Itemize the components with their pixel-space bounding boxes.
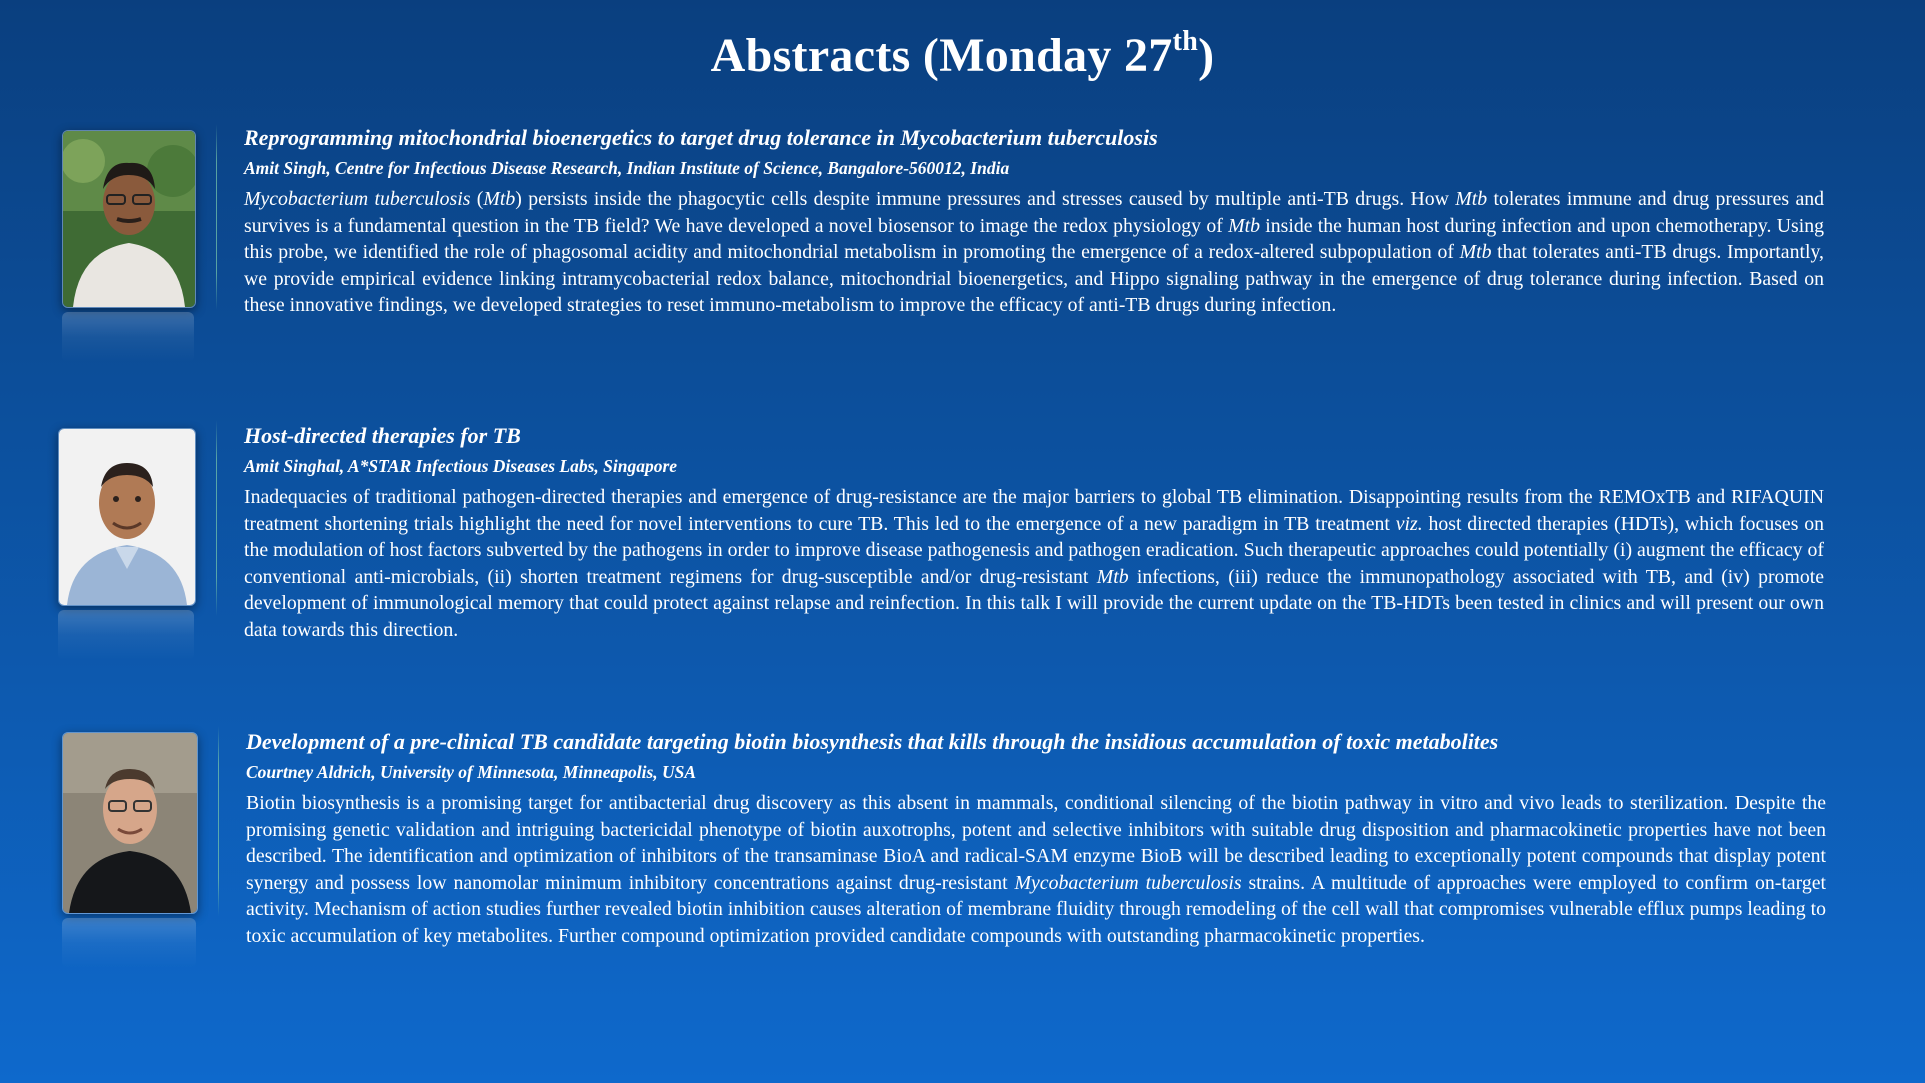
speaker-affiliation: Amit Singhal, A*STAR Infectious Diseases Labs, Singapore xyxy=(244,456,678,476)
abstract-body: Mycobacterium tuberculosis (Mtb) persists inside the phagocytic cells despite immune pressures and stresses caused by multiple anti-TB drugs. How Mtb tolerates immune and drug pressures and survives is a fundamental question in the TB field? We have developed a novel biosensor to image the redox physiology of Mtb inside the human host during infection and upon chemotherapy. Using this probe, we identified the role of phagosomal acidity and mitochondrial metabolism in promoting the emergence of a redox-altered subpopulation of Mtb that tolerates anti-TB drugs. Importantly, we provide empirical evidence linking intramycobacterial redox balance, mitochondrial bioenergetics, and Hippo signaling pathway in the emergence of drug tolerance during infection. Based on these innovative findings, we developed strategies to reset immuno-metabolism to improve the efficacy of anti-TB drugs during infection. xyxy=(244,188,1825,316)
talk-title: Development of a pre-clinical TB candidate targeting biotin biosynthesis that kills through the insidious accumulation of toxic metabolites xyxy=(246,729,1499,754)
abstract-body: Inadequacies of traditional pathogen-directed therapies and emergence of drug-resistance are the major barriers to global TB elimination. Disappointing results from the REMOxTB and RIFAQUIN treatment shortening trials highlight the need for novel interventions to cure TB. This led to the emergence of a new paradigm in TB treatment viz. host directed therapies (HDTs), which focuses on the modulation of host factors subverted by the pathogens in order to improve disease pathogenesis and pathogen eradication. Such therapeutic approaches could potentially (i) augment the efficacy of conventional anti-microbials, (ii) shorten treatment regimens for drug-susceptible and/or drug-resistant Mtb infections, (iii) reduce the immunopathology associated with TB, and (iv) promote development of immunological memory that could protect against relapse and reinfection. In this talk I will provide the current update on the TB-HDTs been tested in clinics and will present our own data towards this direction. xyxy=(244,486,1824,641)
speaker-photo-2 xyxy=(58,428,196,660)
speaker-photo-icon xyxy=(62,732,198,914)
speaker-affiliation: Courtney Aldrich, University of Minnesota, Minneapolis, USA xyxy=(246,762,697,782)
photo-reflection xyxy=(62,312,194,362)
photo-reflection xyxy=(58,610,194,660)
talk-title: Host-directed therapies for TB xyxy=(244,423,521,448)
section-divider xyxy=(218,726,219,916)
speaker-affiliation: Amit Singh, Centre for Infectious Disease Research, Indian Institute of Science, Bangalore-560012, India xyxy=(244,158,1010,178)
slide-title-superscript: th xyxy=(1172,26,1199,57)
abstract-text-3 xyxy=(246,728,1826,949)
abstract-text-1 xyxy=(244,124,1824,319)
slide-title-main: Abstracts (Monday 27 xyxy=(710,29,1173,82)
slide-title xyxy=(0,28,1925,83)
photo-reflection xyxy=(62,918,196,968)
speaker-photo-3 xyxy=(62,732,198,968)
section-divider xyxy=(216,420,217,616)
speaker-photo-icon xyxy=(58,428,196,606)
speaker-photo-icon xyxy=(62,130,196,308)
abstract-body: Biotin biosynthesis is a promising target for antibacterial drug discovery as this absent in mammals, conditional silencing of the biotin pathway in vitro and vivo leads to sterilization. Despite the promising genetic validation and intriguing bactericidal phenotype of biotin auxotrophs, potent and selective inhibitors with suitable drug disposition and pharmacokinetic properties have not been described. The identification and optimization of inhibitors of the transaminase BioA and radical-SAM enzyme BioB will be described leading to exceptionally potent compounds that display potent synergy and possess low nanomolar minimum inhibitory concentrations against drug-resistant Mycobacterium tuberculosis strains. A multitude of approaches were employed to confirm on-target activity. Mechanism of action studies further revealed biotin inhibition causes alteration of membrane fluidity through remodeling of the cell wall that compromises vulnerable efflux pumps leading to toxic accumulation of key metabolites. Further compound optimization provided candidate compounds with outstanding pharmacokinetic properties. xyxy=(246,792,1826,947)
speaker-photo-1 xyxy=(62,130,196,362)
talk-title: Reprogramming mitochondrial bioenergetics to target drug tolerance in Mycobacterium tuberculosis xyxy=(244,125,1158,150)
abstract-text-2 xyxy=(244,422,1824,643)
slide-title-close: ) xyxy=(1198,29,1215,82)
section-divider xyxy=(216,124,217,310)
